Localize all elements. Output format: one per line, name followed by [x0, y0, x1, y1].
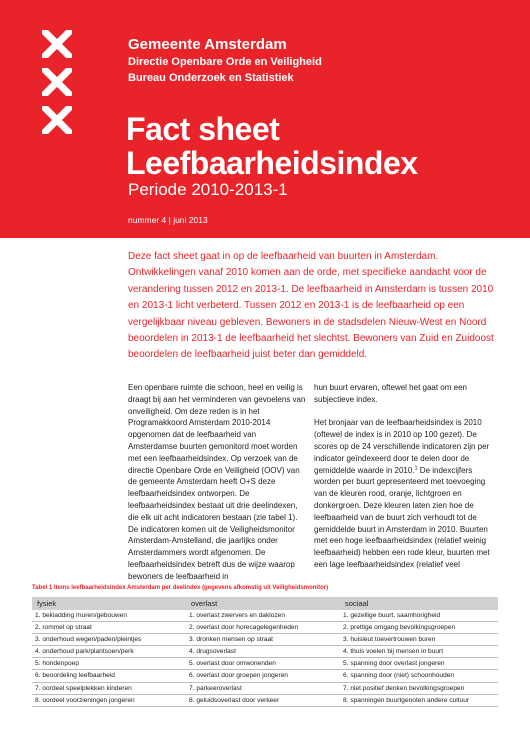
department-name: Directie Openbare Orde en Veiligheid	[128, 56, 322, 68]
cross-icon	[42, 106, 72, 134]
table-row	[32, 646, 498, 658]
body-paragraph: hun buurt ervaren, oftewel het gaat om een subjectieve index.	[314, 383, 467, 404]
table-cell: 1. bekladding muren/gebouwen	[35, 612, 128, 619]
table-cell: 8. spanningen buurtgenoten andere cultuur	[343, 696, 470, 704]
cross-icon	[42, 30, 72, 58]
table-cell: 4. thuis voelen bij mensen in buurt	[343, 648, 444, 656]
table-cell: 4. drugsoverlast	[189, 648, 236, 656]
table-header-overlast: overlast	[191, 599, 218, 608]
table-cell: 3. huisleut toevertrouwen buren	[343, 636, 436, 644]
body-column-1	[128, 382, 306, 583]
table-cell: 7. parkeeroverlast	[189, 684, 242, 692]
table-cell: 8. geluidsoverlast door verkeer	[189, 696, 280, 704]
table-row	[32, 658, 498, 670]
body-column-2	[314, 382, 498, 571]
table-body	[32, 610, 498, 707]
table-cell: 3. onderhoud wegen/paden/pleintjes	[35, 636, 142, 644]
bureau-name: Bureau Onderzoek en Statistiek	[128, 72, 294, 84]
title-line-2: Leefbaarheidsindex	[126, 145, 418, 181]
page-title	[126, 112, 418, 180]
table-cell: 5. overlast door omwonenden	[189, 660, 276, 668]
table-cell: 5. spanning door overlast jongeren	[343, 660, 445, 668]
table-cell: 2. overlast door horecagelegenheden	[189, 624, 299, 632]
cross-icon	[42, 68, 72, 96]
table-row	[32, 695, 498, 707]
table-row	[32, 610, 498, 622]
table-cell: 5. hondenpoep	[35, 660, 80, 668]
table-cell: 7. oordeel speelplekken kinderen	[35, 684, 132, 692]
table-row	[32, 670, 498, 682]
table-caption: Tabel 1 Items leefbaarheidsindex Amsterdam per deelindex (gegevens afkomstig uit Veiligheidsmonitor)	[32, 585, 329, 591]
indicator-table	[32, 597, 498, 707]
table-row	[32, 634, 498, 646]
table-row	[32, 683, 498, 695]
header-banner	[0, 0, 530, 238]
footnote-ref: 1	[414, 464, 418, 471]
table-cell: 3. dronken mensen op straat	[189, 636, 273, 644]
body-text: Het bronjaar van de leefbaarheidsindex is 2010 (oftewel de index is in 2010 op 100 gezet). De scores op de 24 verschillende indicatoren zijn per indicator geïndexeerd door te delen door de gemiddelde waarde in 2010.	[314, 418, 490, 475]
table-cell: 1. gezellige buurt, saamhorigheid	[343, 612, 441, 619]
issue-info: nummer 4 | juni 2013	[128, 215, 208, 225]
page-subtitle: Periode 2010-2013-1	[128, 180, 288, 199]
table-cell: 8. oordeel voorzieningen jongeren	[35, 696, 135, 704]
org-name: Gemeente Amsterdam	[128, 36, 287, 53]
intro-paragraph: Deze fact sheet gaat in op de leefbaarheid van buurten in Amsterdam. Ontwikkelingen vanaf 2010 komen aan de orde, met specifieke aandacht voor de verandering tussen 2012 en 2013-1. De leefbaarheid in Amsterdam is tussen 2010 en 2013-1 licht verbeterd. Tussen 2012 en 2013-1 is de leefbaarheid op een vergelijkbaar niveau gebleven. Bewoners in de stadsdelen Nieuw-West en Noord beoordelen in 2013-1 de leefbaarheid het slechtst. Bewoners van Zuid en Zuidoost beoordelen de leefbaarheid juist beter dan gemiddeld.	[128, 251, 494, 361]
table-cell: 7. niet positief denken bevolkingsgroepen	[343, 684, 465, 692]
table-header-row	[32, 597, 498, 610]
table-cell: 1. overlast zwervers en daklozen	[189, 612, 286, 619]
table-cell: 4. onderhoud park/plantsoen/perk	[35, 648, 134, 656]
body-paragraph	[314, 417, 498, 570]
table-header-sociaal: sociaal	[345, 599, 369, 608]
title-line-1: Fact sheet	[126, 111, 280, 147]
table-cell: 6. overlast door groepen jongeren	[189, 672, 288, 680]
table-row	[32, 622, 498, 634]
table-cell: 6. spanning door (niet) schoonhouden	[343, 672, 455, 680]
body-paragraph: Een openbare ruimte die schoon, heel en veilig is draagt bij aan het verminderen van gevoelens van onveiligheid. Om deze reden is in het Programakkoord Amsterdam 2010-2014 opgenomen dat de leefbaarheid van Amsterdamse buurten gemonitord moet worden met een leefbaarheidsindex. Op verzoek van de directie Openbare Orde en Veiligheid (OOV) van de gemeente Amsterdam heeft O+S deze leefbaarheidsindex ontworpen. De leefbaarheidsindex bestaat uit drie deelindexen, die elk uit acht indicatoren bestaan (zie tabel 1). De indicatoren komen uit de Veiligheidsmonitor Amsterdam-Amstelland, die jaarlijks onder Amsterdammers wordt afgenomen. De leefbaarheidsindex betreft dus de wijze waarop bewoners de leefbaarheid in	[128, 383, 306, 581]
amsterdam-logo	[42, 30, 72, 144]
organization-block	[128, 35, 322, 86]
body-text: De indexcijfers worden per buurt gepresenteerd met toevoeging van de kleuren rood, oranje, lichtgroen en donkergroen. Deze kleuren laten zien hoe de leefbaarheid van de buurt zich verhoudt tot de gemiddelde buurt in Amsterdam in 2010. Buurten met een hoge leefbaarheidsindex (relatief weinig leefbaarheid) hebben een rode kleur, buurten met een lage leefbaarheidsindex (relatief veel	[314, 465, 490, 569]
table-cell: 6. beoordeling leefbaarheid	[35, 672, 115, 680]
table-cell: 2. prettige omgang bevolkingsgroepen	[343, 624, 456, 632]
table-cell: 2. rommel op straat	[35, 624, 92, 632]
table-header-fysiek: fysiek	[37, 599, 57, 608]
